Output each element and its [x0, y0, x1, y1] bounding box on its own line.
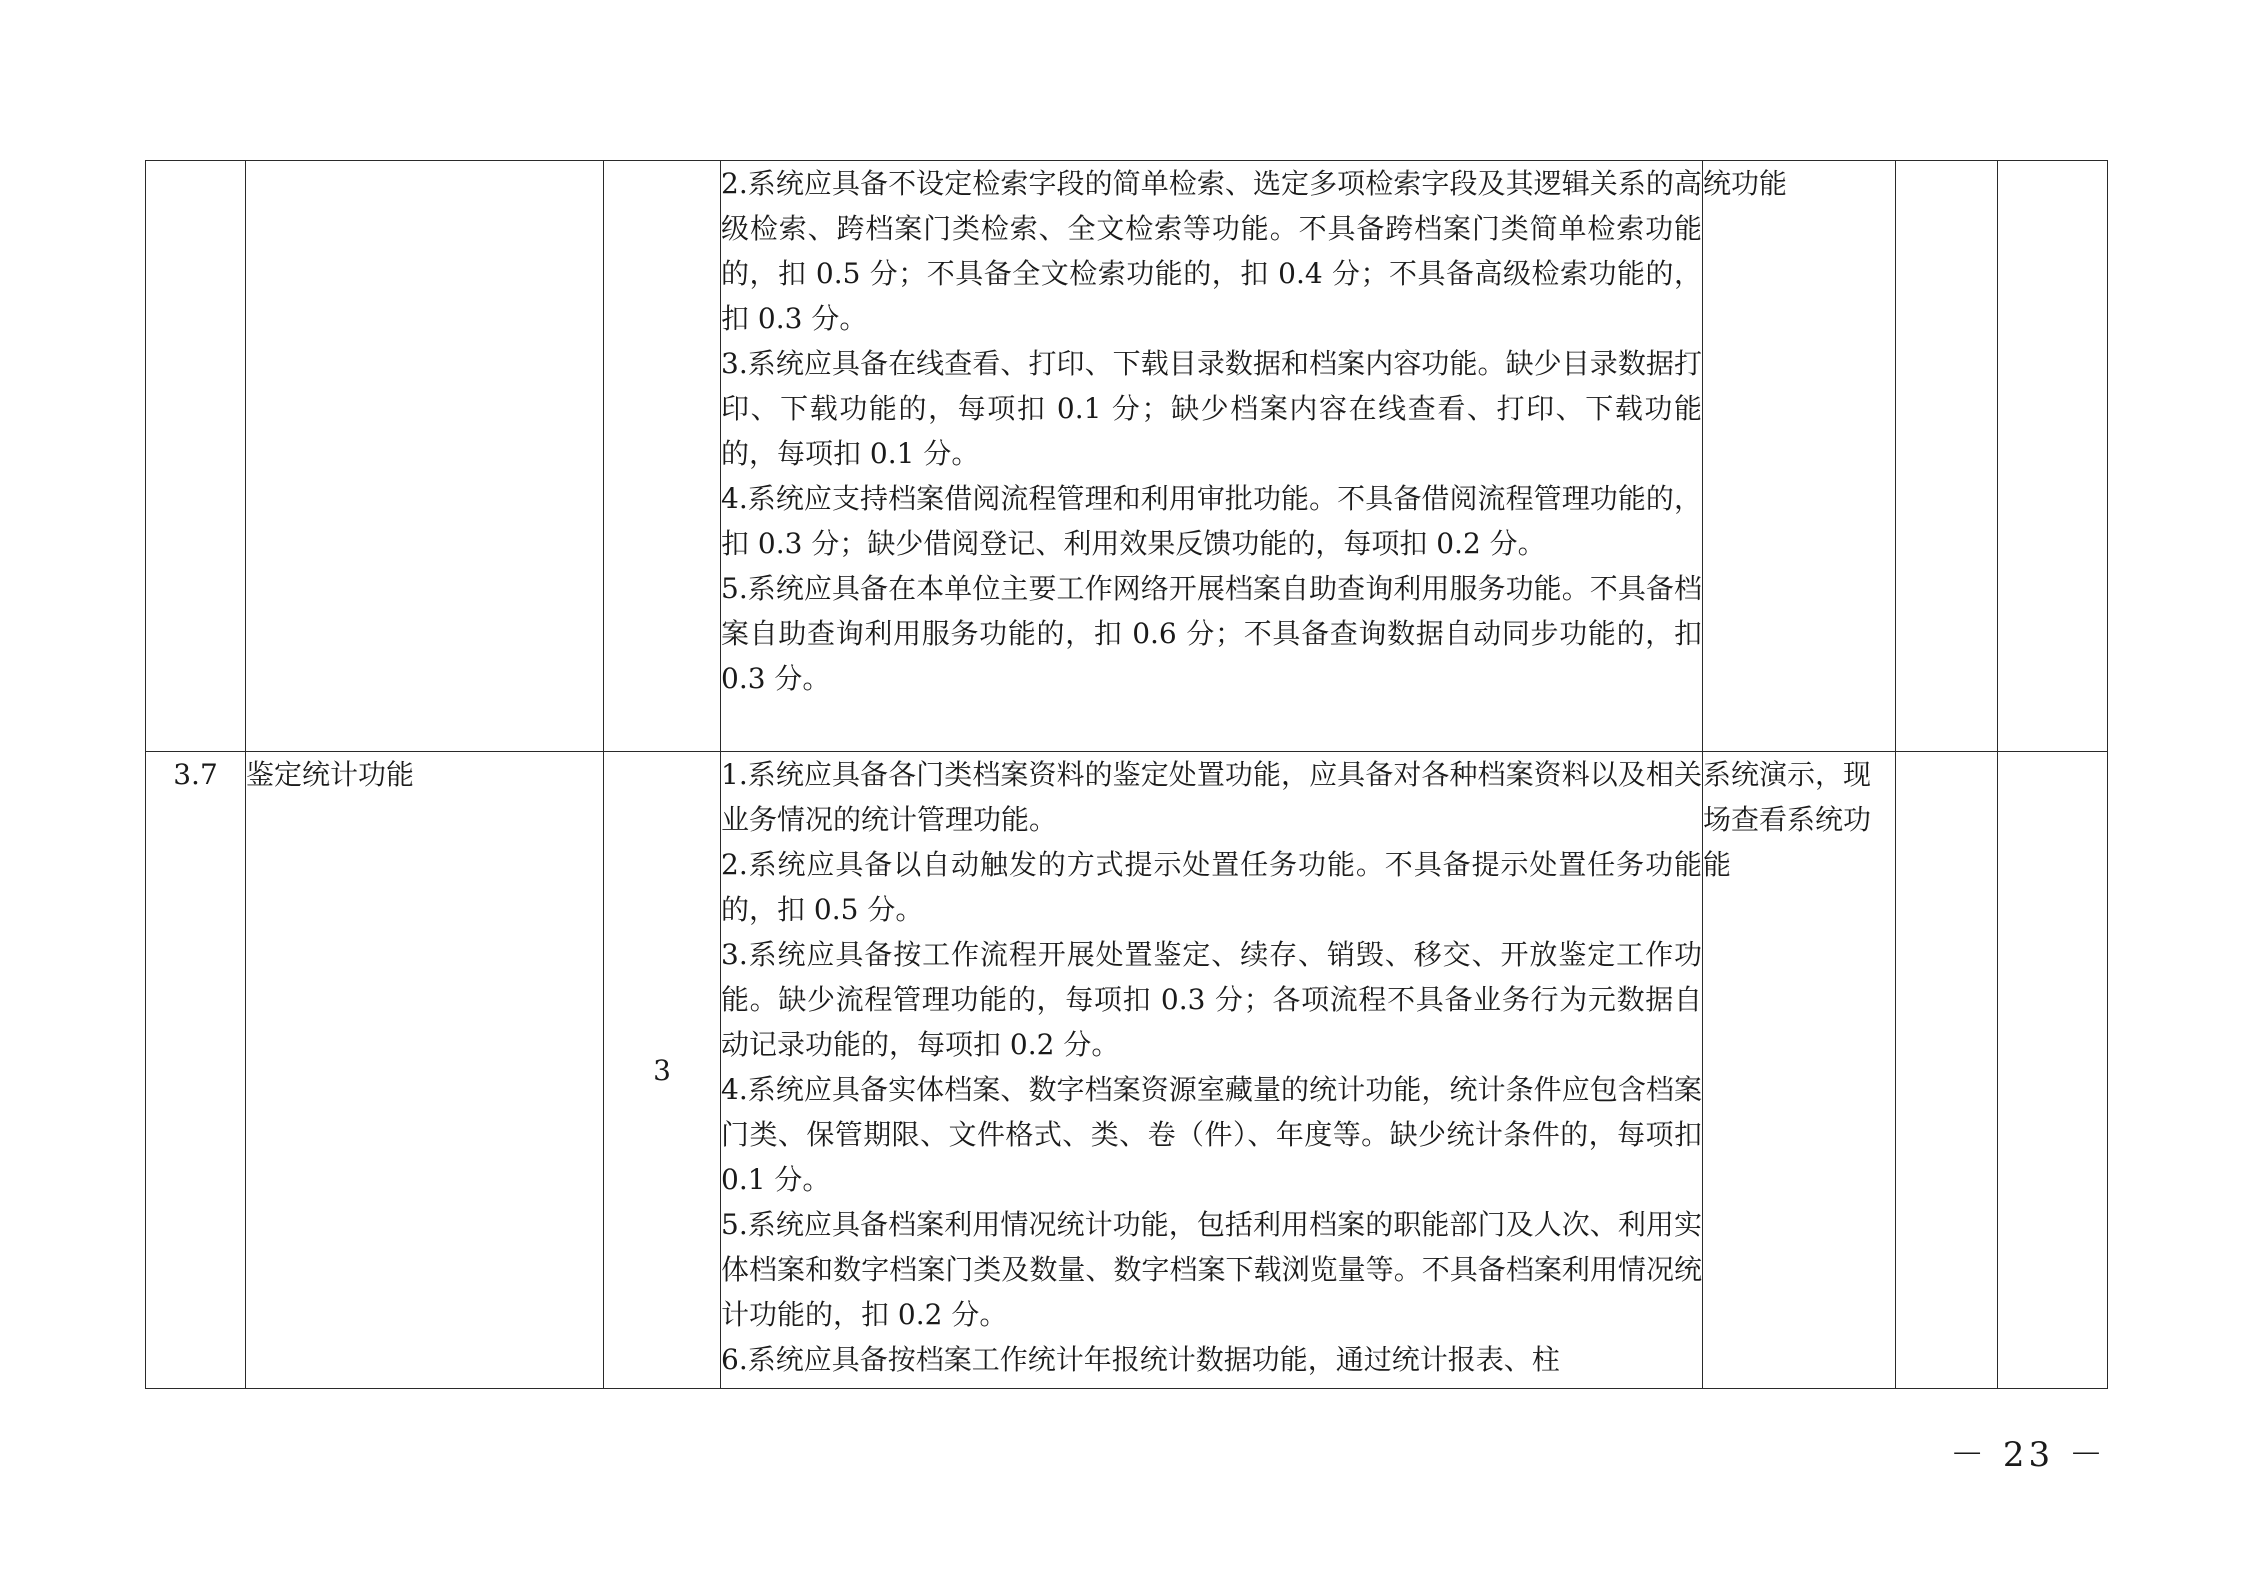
method-cell: 统功能 [1703, 161, 1896, 752]
criteria-paragraph: 6.系统应具备按档案工作统计年报统计数据功能，通过统计报表、柱 [721, 1343, 1560, 1376]
item-index-cell [146, 161, 246, 752]
item-index-cell: 3.7 [146, 752, 246, 1389]
empty-cell [1896, 161, 1998, 752]
evaluation-table [145, 160, 2108, 1389]
criteria-paragraph: 5.系统应具备档案利用情况统计功能，包括利用档案的职能部门及人次、利用实体档案和数字档案门类及数量、数字档案下载浏览量等。不具备档案利用情况统计功能的，扣 0.2 分。 [721, 1208, 1702, 1331]
table-row [146, 161, 2108, 752]
criteria-paragraph: 3.系统应具备按工作流程开展处置鉴定、续存、销毁、移交、开放鉴定工作功能。缺少流程管理功能的，每项扣 0.3 分；各项流程不具备业务行为元数据自动记录功能的，每项扣 0.2 分。 [721, 938, 1702, 1061]
criteria-cell [721, 752, 1703, 1389]
criteria-paragraph: 1.系统应具备各门类档案资料的鉴定处置功能，应具备对各种档案资料以及相关业务情况的统计管理功能。 [721, 758, 1702, 836]
criteria-paragraph: 5.系统应具备在本单位主要工作网络开展档案自助查询利用服务功能。不具备档案自助查询利用服务功能的，扣 0.6 分；不具备查询数据自动同步功能的，扣 0.3 分。 [721, 572, 1702, 695]
criteria-paragraph: 2.系统应具备以自动触发的方式提示处置任务功能。不具备提示处置任务功能的，扣 0.5 分。 [721, 848, 1702, 926]
criteria-paragraph: 3.系统应具备在线查看、打印、下载目录数据和档案内容功能。缺少目录数据打印、下载功能的，每项扣 0.1 分；缺少档案内容在线查看、打印、下载功能的，每项扣 0.1 分。 [721, 347, 1702, 470]
method-cell: 系统演示，现场查看系统功能 [1703, 752, 1896, 1389]
page-number: － 23 － [1950, 1435, 2107, 1475]
criteria-cell [721, 161, 1703, 752]
score-cell: 3 [604, 752, 721, 1389]
criteria-paragraph: 4.系统应支持档案借阅流程管理和利用审批功能。不具备借阅流程管理功能的，扣 0.3 分；缺少借阅登记、利用效果反馈功能的，每项扣 0.2 分。 [721, 482, 1702, 560]
empty-cell [1896, 752, 1998, 1389]
item-name-cell: 鉴定统计功能 [246, 752, 604, 1389]
score-cell [604, 161, 721, 752]
empty-cell [1998, 752, 2108, 1389]
criteria-paragraph: 2.系统应具备不设定检索字段的简单检索、选定多项检索字段及其逻辑关系的高级检索、跨档案门类检索、全文检索等功能。不具备跨档案门类简单检索功能的，扣 0.5 分；不具备全文检索功能的，扣 0.4 分；不具备高级检索功能的，扣 0.3 分。 [721, 167, 1702, 335]
criteria-paragraph: 4.系统应具备实体档案、数字档案资源室藏量的统计功能，统计条件应包含档案门类、保管期限、文件格式、类、卷（件）、年度等。缺少统计条件的，每项扣 0.1 分。 [721, 1073, 1702, 1196]
table-row [146, 752, 2108, 1389]
item-name-cell [246, 161, 604, 752]
empty-cell [1998, 161, 2108, 752]
